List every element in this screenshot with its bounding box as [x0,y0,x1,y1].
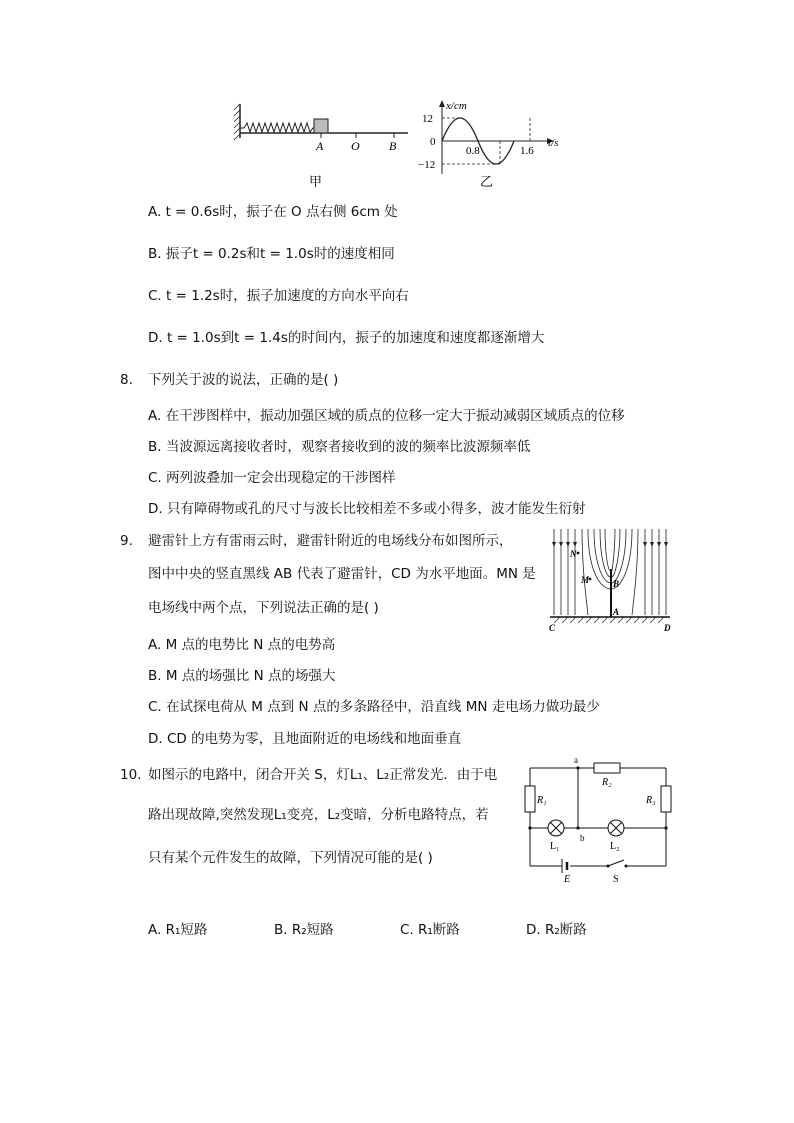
q8-option-B: B. 当波源远离接收者时，观察者接收到的波的频率比波源频率低 [148,439,531,455]
q10-stem-line2: 路出现故障,突然发现L₁变亮，L₂变暗，分析电路特点，若 [148,807,489,823]
y-axis-label: x/cm [446,100,467,112]
q9-stem-line1: 避雷针上方有雷雨云时，避雷针附近的电场线分布如图所示， [148,533,513,549]
q10-option-D: D. R₂断路 [526,922,587,938]
q10-number: 10. [120,767,142,783]
q9-option-D: D. CD 的电势为零，且地面附近的电场线和地面垂直 [148,731,462,747]
circuit-diagram [522,756,672,884]
label-R3: R₃ [646,795,656,806]
point-C: C [549,623,556,632]
caption-yi: 乙 [480,175,494,190]
caption-jia: 甲 [309,175,323,190]
point-D: D [664,623,671,632]
q9-option-B: B. M 点的场强比 N 点的场强大 [148,668,336,684]
node-b: b [580,833,585,843]
q8-stem: 下列关于波的说法，正确的是( ) [148,372,339,388]
q8-option-A: A. 在干涉图样中，振动加强区域的质点的位移一定大于振动减弱区域质点的位移 [148,408,625,424]
node-a: a [574,756,578,765]
label-R1: R₁ [537,795,547,806]
point-M: M [581,575,590,585]
tick-0.8: 0.8 [466,145,480,157]
q10-option-B: B. R₂短路 [274,922,334,938]
label-O: O [351,139,360,153]
label-R2: R₂ [602,777,612,788]
q10-stem-line3: 只有某个元件发生的故障，下列情况可能的是( ) [148,850,433,866]
displacement-time-graph [412,96,572,192]
q10-stem-line1: 如图示的电路中，闭合开关 S，灯L₁、L₂正常发光．由于电 [148,767,498,783]
label-S: S [613,874,619,884]
q8-option-D: D. 只有障碍物或孔的尺寸与波长比较相差不多或小得多，波才能发生衍射 [148,501,586,517]
q8-number: 8. [120,372,133,388]
tick-neg12: −12 [418,159,436,171]
q8-option-C: C. 两列波叠加一定会出现稳定的干涉图样 [148,470,396,486]
lightning-rod-field-figure [548,527,674,632]
q9-option-A: A. M 点的电势比 N 点的电势高 [148,637,336,653]
point-B: B [613,579,620,589]
q7-option-D: D. t = 1.0s到t = 1.4s的时间内，振子的加速度和速度都逐渐增大 [148,330,545,346]
label-E: E [564,874,571,884]
x-axis-label: t/s [548,137,559,149]
q7-option-A: A. t = 0.6s时，振子在 O 点右侧 6cm 处 [148,204,398,220]
q9-number: 9. [120,533,133,549]
q9-stem-line3: 电场线中两个点，下列说法正确的是( ) [148,600,379,616]
point-A: A [613,607,620,617]
label-L1: L₁ [550,841,560,852]
label-A: A [316,139,324,153]
q9-stem-line2: 图中中央的竖直黑线 AB 代表了避雷针，CD 为水平地面。MN 是 [148,566,536,582]
tick-0: 0 [430,136,436,148]
tick-1.6: 1.6 [520,145,534,157]
q7-option-C: C. t = 1.2s时，振子加速度的方向水平向右 [148,288,409,304]
q9-option-C: C. 在试探电荷从 M 点到 N 点的多条路径中，沿直线 MN 走电场力做功最少 [148,699,600,715]
q10-option-C: C. R₁断路 [400,922,460,938]
q7-option-B: B. 振子t = 0.2s和t = 1.0s时的速度相同 [148,246,395,262]
spring-oscillator-figure [232,100,412,192]
label-B: B [389,139,397,153]
q10-option-A: A. R₁短路 [148,922,208,938]
tick-12: 12 [422,113,433,125]
point-N: N [570,549,577,559]
label-L2: L₂ [610,841,620,852]
